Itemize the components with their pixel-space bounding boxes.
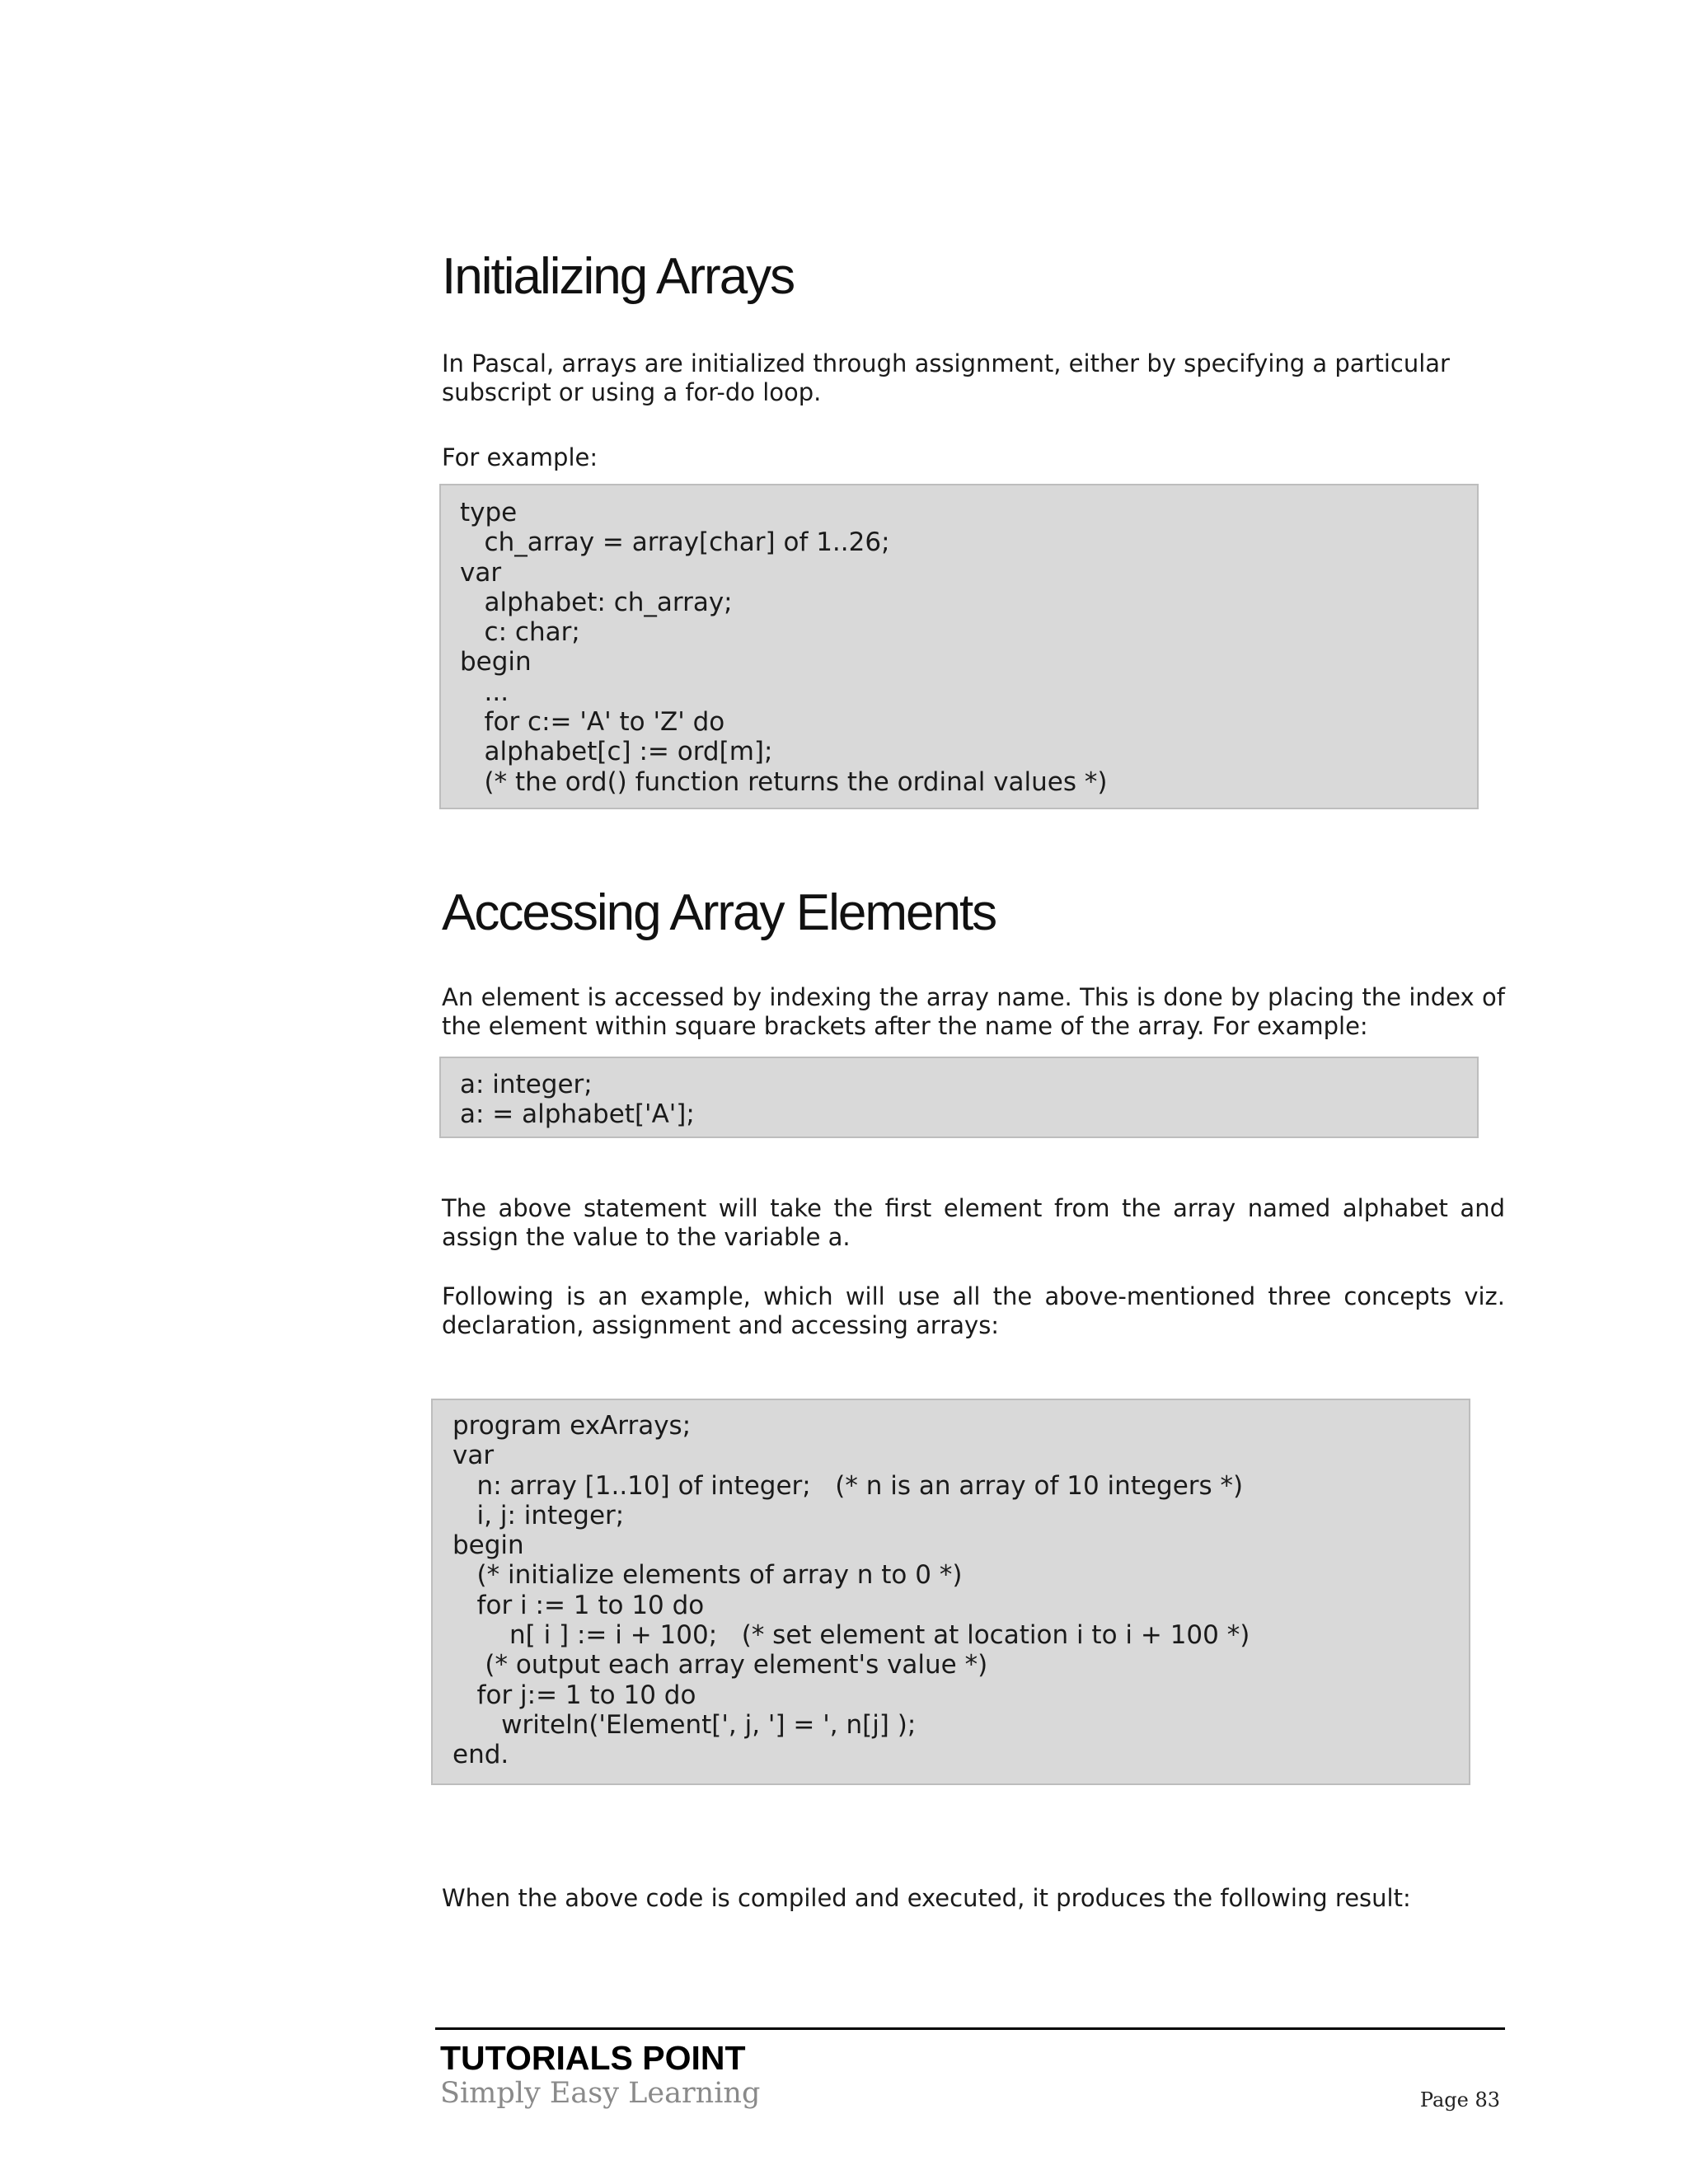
code-initialize: type ch_array = array[char] of 1..26; var alphabet: ch_array; c: char; begin ... for c:= 'A' to 'Z' do alphabet[c] := ord[m]; (* the ord() function returns the ordinal values *) [460,498,1108,797]
footer-tagline: Simply Easy Learning [440,2077,761,2110]
code-block-access [439,1057,1479,1138]
code-access: a: integer; a: = alphabet['A']; [460,1070,695,1130]
example-intro-paragraph: Following is an example, which will use all the above-mentioned three concepts viz. declaration, assignment and accessing arrays: [442,1282,1505,1339]
section-heading-accessing-elements: Accessing Array Elements [442,884,996,941]
code-block-initialize [439,484,1479,809]
footer-divider [435,2027,1505,2030]
result-paragraph: When the above code is compiled and executed, it produces the following result: [442,1884,1411,1912]
intro-paragraph-accessing: An element is accessed by indexing the array name. This is done by placing the index of the element within square brackets after the name of the array. For example: [442,983,1505,1040]
code-program: program exArrays; var n: array [1..10] of integer; (* n is an array of 10 integers *) i, j: integer; begin (* initialize elements of array n to 0 *) for i := 1 to 10 do n[ i ] := i + 100; (* set element at location i to i + 100 *) (* output each array element's value *) for j:= 1 to 10 do writeln('Element[', j, '] = ', n[j] ); end. [452,1411,1250,1770]
footer-brand: TUTORIALS POINT [440,2039,746,2077]
page-number: Page 83 [1419,2088,1500,2111]
explanation-paragraph: The above statement will take the first element from the array named alphabet and assign the value to the variable a. [442,1194,1505,1251]
code-block-program [431,1399,1470,1785]
section-heading-initializing-arrays: Initializing Arrays [442,248,795,305]
intro-paragraph-initializing: In Pascal, arrays are initialized through assignment, either by specifying a particular subscript or using a for-do loop. [442,349,1450,406]
example-label: For example: [442,443,598,471]
